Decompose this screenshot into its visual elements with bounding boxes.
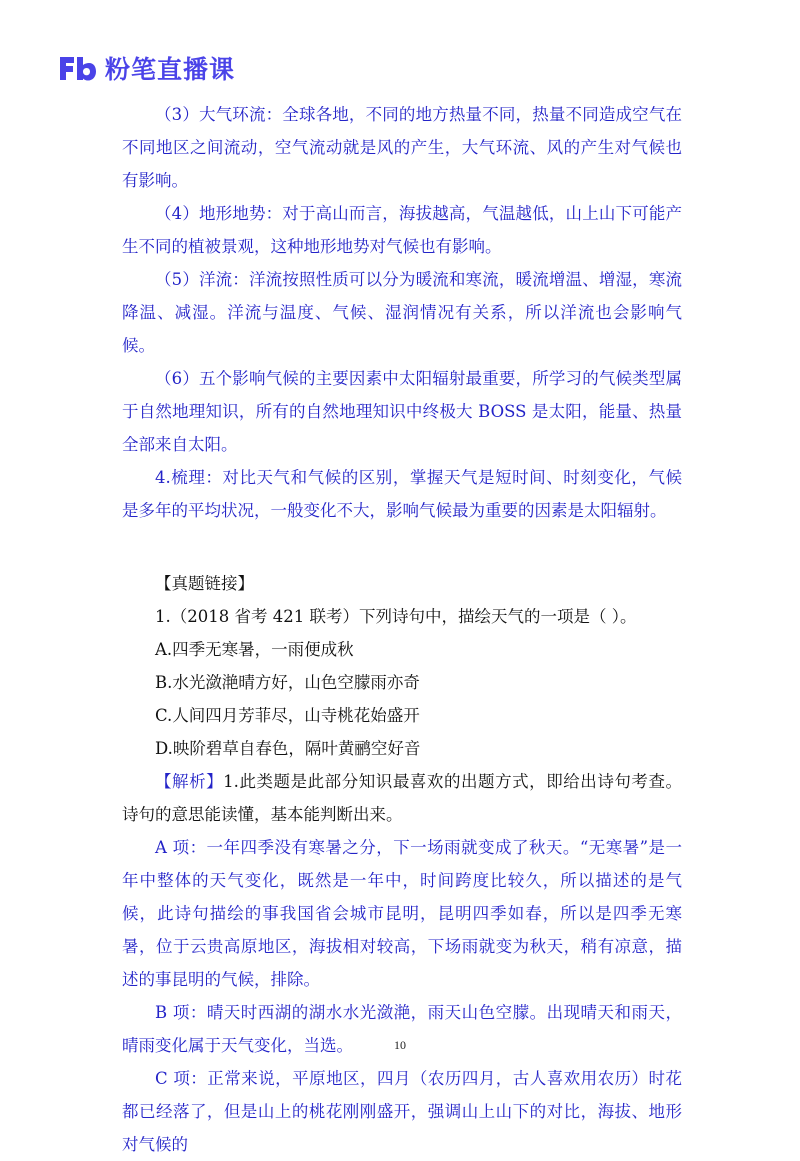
question-stem: 1.（2018 省考 421 联考）下列诗句中，描绘天气的一项是（ ）。	[155, 607, 637, 626]
section-spacer	[122, 527, 682, 567]
fb-logo-icon	[57, 54, 97, 82]
brand-name: 粉笔直播课	[105, 55, 236, 84]
brand-logo	[57, 50, 235, 86]
analysis-item-a: A 项：一年四季没有寒暑之分，下一场雨就变成了秋天。“无寒暑”是一年中整体的天气变化，既然是一年中，时间跨度比较久，所以描述的是气候，此诗句描绘的事我国省会城市昆明，昆明四季如春，所以是四季无寒暑，位于云贵高原地区，海拔相对较高，下场雨就变为秋天，稍有凉意，描述的事昆明的气候，排除。	[122, 838, 682, 989]
analysis-intro: 1.此类题是此部分知识最喜欢的出题方式，即给出诗句考查。诗句的意思能读懂，基本能判断出来。	[122, 772, 682, 824]
document-body	[122, 98, 682, 1161]
option-a: A.四季无寒暑，一雨便成秋	[155, 640, 354, 659]
analysis-label: 【解析】	[155, 772, 224, 791]
option-c: C.人间四月芳菲尽，山寺桃花始盛开	[155, 706, 420, 725]
analysis-intro-paragraph	[122, 765, 682, 831]
section-title: 【真题链接】	[155, 574, 254, 593]
paragraph-atmospheric-circulation: （3）大气环流：全球各地，不同的地方热量不同，热量不同造成空气在不同地区之间流动，空气流动就是风的产生，大气环流、风的产生对气候也有影响。	[122, 105, 682, 190]
paragraph-terrain: （4）地形地势：对于高山而言，海拔越高，气温越低，山上山下可能产生不同的植被景观，这种地形地势对气候也有影响。	[122, 204, 682, 256]
analysis-item-b: B 项：晴天时西湖的湖水水光潋滟，雨天山色空朦。出现晴天和雨天，晴雨变化属于天气变化，当选。	[122, 1003, 682, 1055]
option-b: B.水光潋滟晴方好，山色空朦雨亦奇	[155, 673, 420, 692]
analysis-item-c: C 项：正常来说，平原地区，四月（农历四月，古人喜欢用农历）时花都已经落了，但是山上的桃花刚刚盛开，强调山上山下的对比，海拔、地形对气候的	[122, 1069, 682, 1154]
paragraph-summary: 4.梳理：对比天气和气候的区别，掌握天气是短时间、时刻变化，气候是多年的平均状况，一般变化不大，影响气候最为重要的因素是太阳辐射。	[122, 468, 682, 520]
option-d: D.映阶碧草自春色，隔叶黄鹂空好音	[155, 739, 421, 758]
paragraph-ocean-currents: （5）洋流：洋流按照性质可以分为暖流和寒流，暖流增温、增湿，寒流降温、减湿。洋流与温度、气候、湿润情况有关系，所以洋流也会影响气候。	[122, 270, 682, 355]
page-number: 10	[394, 1038, 406, 1052]
paragraph-solar-radiation: （6）五个影响气候的主要因素中太阳辐射最重要，所学习的气候类型属于自然地理知识，所有的自然地理知识中终极大 BOSS 是太阳，能量、热量全部来自太阳。	[122, 369, 682, 454]
